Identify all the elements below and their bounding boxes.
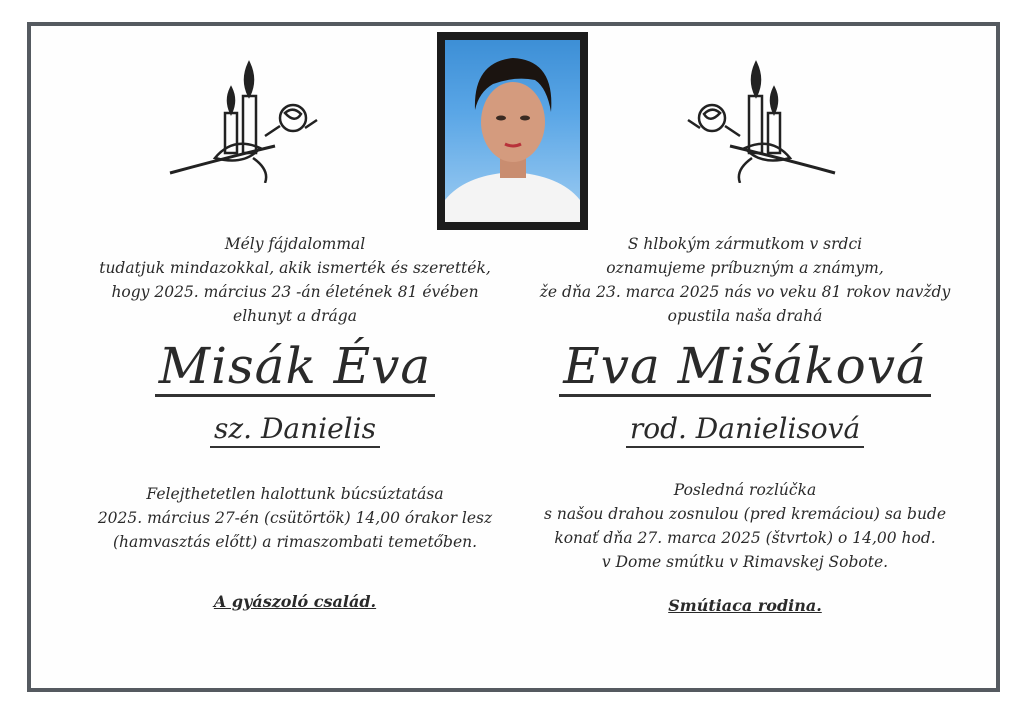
- funeral-line: (hamvasztás előtt) a rimaszombati temetőben.: [112, 533, 478, 551]
- intro-line: hogy 2025. március 23 -án életének 81 évében: [111, 283, 479, 301]
- hungarian-maiden-block: [95, 412, 495, 448]
- slovak-maiden-block: [525, 412, 965, 448]
- funeral-line: 2025. március 27-én (csütörtök) 14,00 órakor lesz: [97, 509, 493, 527]
- funeral-line: Posledná rozlúčka: [673, 481, 817, 499]
- deceased-name: Misák Éva: [155, 338, 435, 397]
- slovak-intro: [525, 232, 965, 328]
- intro-line: opustila naša drahá: [667, 307, 823, 325]
- slovak-funeral: [525, 478, 965, 574]
- maiden-name: rod. Danielisová: [626, 412, 864, 448]
- candles-rose-icon: [680, 58, 840, 183]
- slovak-name-block: [525, 338, 965, 397]
- hungarian-name-block: [95, 338, 495, 397]
- intro-line: S hlbokým zármutkom v srdci: [627, 235, 863, 253]
- funeral-line: v Dome smútku v Rimavskej Sobote.: [601, 553, 889, 571]
- funeral-line: konať dňa 27. marca 2025 (štvrtok) o 14,00 hod.: [554, 529, 936, 547]
- signature: A gyászoló család.: [213, 592, 377, 611]
- hungarian-intro: [95, 232, 495, 328]
- slovak-signature-block: [525, 596, 965, 615]
- maiden-name: sz. Danielis: [210, 412, 380, 448]
- funeral-line: s našou drahou zosnulou (pred kremáciou) sa bude: [543, 505, 947, 523]
- intro-line: tudatjuk mindazokkal, akik ismerték és szerették,: [99, 259, 491, 277]
- intro-line: oznamujeme príbuzným a známym,: [606, 259, 884, 277]
- portrait-photo: [437, 32, 588, 230]
- hungarian-signature-block: [95, 592, 495, 611]
- intro-line: že dňa 23. marca 2025 nás vo veku 81 rokov navždy: [539, 283, 951, 301]
- hungarian-funeral: [95, 482, 495, 554]
- funeral-line: Felejthetetlen halottunk búcsúztatása: [146, 485, 444, 503]
- deceased-name: Eva Mišáková: [559, 338, 931, 397]
- candles-rose-icon: [165, 58, 325, 183]
- intro-line: Mély fájdalommal: [224, 235, 366, 253]
- signature: Smútiaca rodina.: [668, 596, 822, 615]
- intro-line: elhunyt a drága: [233, 307, 357, 325]
